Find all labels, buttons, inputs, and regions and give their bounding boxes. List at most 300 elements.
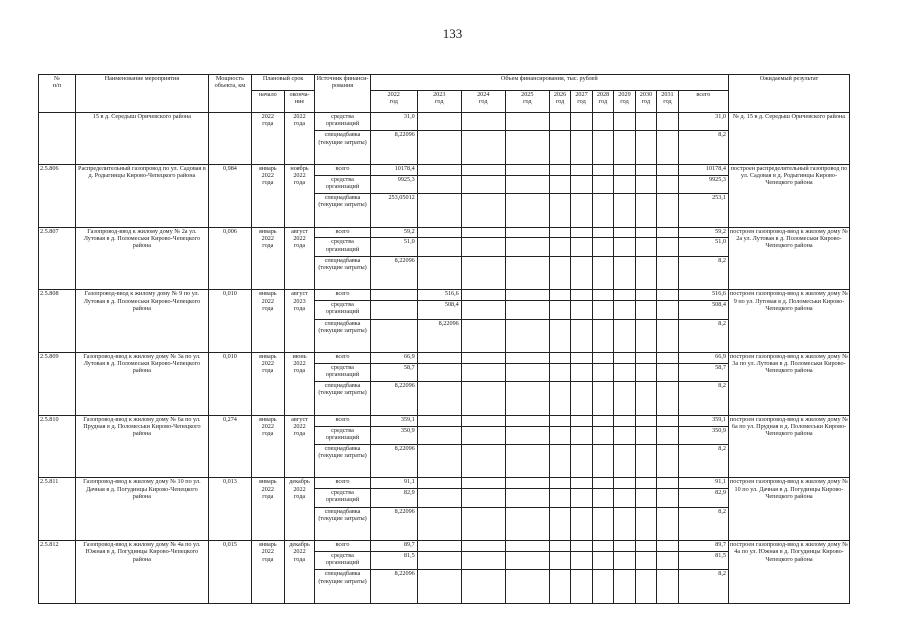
- value-2022: 58,7: [370, 363, 417, 381]
- header-total: всего: [678, 91, 728, 113]
- header-volume: Объем финансирования, тыс. рублей: [370, 75, 728, 91]
- funding-source: средства организаций: [315, 363, 370, 381]
- header-year-2030: [635, 91, 656, 113]
- row-number: 2.5.811: [39, 478, 76, 541]
- value-empty: [592, 301, 613, 319]
- value-empty: [461, 131, 505, 165]
- expected-result: построен газопровод-ввод к жилому дому № 2а ул. Лутовая в д. Поломеськи Кирово-Чепецкого района: [729, 227, 850, 290]
- value-empty: [657, 113, 678, 131]
- value-2023: [417, 570, 461, 604]
- value-2023: [417, 131, 461, 165]
- header-year-suffix: год: [389, 98, 398, 106]
- value-empty: [571, 164, 592, 175]
- header-year-suffix: год: [435, 98, 444, 106]
- value-2023: [417, 238, 461, 256]
- header-start: начало: [251, 91, 284, 113]
- header-plan-period: Плановый срок: [251, 75, 314, 91]
- value-2022: 51,0: [370, 238, 417, 256]
- funding-source: всего: [315, 478, 370, 489]
- value-2023: [417, 541, 461, 552]
- header-year-2026: [549, 91, 570, 113]
- table-row: [39, 227, 850, 238]
- expected-result: построен газопровод-ввод к жилому дому № 9 по ул. Лутовая в д. Поломеськи Кирово-Чепецкого района: [729, 290, 850, 353]
- value-empty: [614, 426, 635, 444]
- value-2023: [417, 551, 461, 569]
- value-empty: [635, 570, 656, 604]
- value-empty: [635, 489, 656, 507]
- plan-start: январь 2022 года: [251, 353, 284, 416]
- funding-source: всего: [315, 353, 370, 364]
- header-year-2027: [571, 91, 592, 113]
- funding-source: спецнадбавка (текущие затраты): [315, 194, 370, 228]
- value-empty: [461, 256, 505, 290]
- value-empty: [571, 113, 592, 131]
- value-empty: [571, 444, 592, 478]
- value-total: 10178,4: [678, 164, 728, 175]
- table-row: [39, 113, 850, 131]
- value-empty: [657, 175, 678, 193]
- value-empty: [657, 570, 678, 604]
- table-row: [39, 415, 850, 426]
- value-2022: 66,9: [370, 353, 417, 364]
- value-empty: [635, 551, 656, 569]
- value-empty: [549, 478, 570, 489]
- row-number: 2.5.809: [39, 353, 76, 416]
- value-empty: [635, 426, 656, 444]
- value-empty: [657, 227, 678, 238]
- header-year-suffix: год: [479, 98, 488, 106]
- value-2022: [370, 319, 417, 353]
- plan-end: декабрь 2022 года: [284, 478, 315, 541]
- value-empty: [592, 131, 613, 165]
- value-empty: [549, 175, 570, 193]
- value-empty: [592, 113, 613, 131]
- value-empty: [505, 551, 549, 569]
- header-year-value: 2031: [661, 91, 674, 98]
- header-year-suffix: год: [555, 98, 565, 106]
- header-name: Наименование мероприятия: [75, 75, 208, 113]
- value-2023: [417, 478, 461, 489]
- measure-name: Газопровод-ввод к жилому дому № 3а по ул. Лутовая в д. Поломеськи Кирово-Чепецкого района: [75, 353, 208, 416]
- value-empty: [549, 382, 570, 416]
- funding-source: средства организаций: [315, 489, 370, 507]
- value-empty: [461, 301, 505, 319]
- value-total: 350,9: [678, 426, 728, 444]
- value-2022: 82,9: [370, 489, 417, 507]
- value-empty: [505, 478, 549, 489]
- value-total: 31,0: [678, 113, 728, 131]
- value-empty: [571, 570, 592, 604]
- value-empty: [549, 551, 570, 569]
- value-empty: [614, 301, 635, 319]
- value-empty: [635, 415, 656, 426]
- value-empty: [614, 541, 635, 552]
- value-empty: [461, 444, 505, 478]
- row-number: 2.5.808: [39, 290, 76, 353]
- value-2022: 8,22096: [370, 444, 417, 478]
- value-total: 359,1: [678, 415, 728, 426]
- value-empty: [461, 319, 505, 353]
- value-empty: [592, 194, 613, 228]
- value-empty: [571, 238, 592, 256]
- value-empty: [592, 319, 613, 353]
- value-2023: [417, 489, 461, 507]
- funding-source: средства организаций: [315, 238, 370, 256]
- header-year-value: 2024: [477, 91, 490, 98]
- funding-source: средства организаций: [315, 175, 370, 193]
- value-empty: [505, 363, 549, 381]
- value-empty: [592, 227, 613, 238]
- value-empty: [635, 131, 656, 165]
- value-empty: [657, 426, 678, 444]
- table-row: [39, 164, 850, 175]
- value-empty: [461, 290, 505, 301]
- value-2022: 8,22096: [370, 507, 417, 541]
- value-total: 8,2: [678, 131, 728, 165]
- value-2022: 9925,3: [370, 175, 417, 193]
- value-2023: [417, 415, 461, 426]
- header-year-2031: [657, 91, 678, 113]
- value-empty: [505, 541, 549, 552]
- funding-source: всего: [315, 227, 370, 238]
- value-empty: [505, 353, 549, 364]
- value-empty: [505, 238, 549, 256]
- value-empty: [635, 363, 656, 381]
- value-empty: [657, 507, 678, 541]
- value-empty: [592, 489, 613, 507]
- value-empty: [657, 415, 678, 426]
- value-2023: [417, 256, 461, 290]
- header-year-2025: [505, 91, 549, 113]
- value-empty: [549, 164, 570, 175]
- value-total: 91,1: [678, 478, 728, 489]
- expected-result: № д. 15 в д. Середыш Оричевского района: [729, 113, 850, 165]
- value-2022: 8,22096: [370, 382, 417, 416]
- value-empty: [657, 489, 678, 507]
- value-empty: [571, 353, 592, 364]
- value-total: 81,5: [678, 551, 728, 569]
- plan-start: январь 2022 года: [251, 227, 284, 290]
- header-year-2029: [614, 91, 635, 113]
- value-empty: [461, 415, 505, 426]
- value-empty: [549, 290, 570, 301]
- value-2023: [417, 175, 461, 193]
- plan-start: январь 2022 года: [251, 415, 284, 478]
- value-empty: [635, 478, 656, 489]
- value-empty: [549, 194, 570, 228]
- object-power: 0,006: [208, 227, 251, 290]
- value-empty: [505, 227, 549, 238]
- value-empty: [592, 478, 613, 489]
- value-2023: [417, 363, 461, 381]
- value-empty: [549, 426, 570, 444]
- value-empty: [505, 131, 549, 165]
- value-empty: [549, 489, 570, 507]
- value-empty: [505, 426, 549, 444]
- value-empty: [461, 113, 505, 131]
- header-year-2022: [370, 91, 417, 113]
- value-2023: [417, 353, 461, 364]
- value-empty: [461, 227, 505, 238]
- value-empty: [635, 238, 656, 256]
- header-year-value: 2026: [553, 91, 567, 98]
- plan-end: август 2022 года: [284, 227, 315, 290]
- value-empty: [614, 238, 635, 256]
- value-empty: [592, 175, 613, 193]
- value-empty: [549, 363, 570, 381]
- value-empty: [635, 541, 656, 552]
- value-total: 59,2: [678, 227, 728, 238]
- value-empty: [635, 256, 656, 290]
- value-empty: [614, 290, 635, 301]
- expected-result: построен распределительный газопровод по ул. Садовая в д. Родыгинцы Кирово-Чепецкого района: [729, 164, 850, 227]
- value-empty: [635, 353, 656, 364]
- table-body: [39, 113, 850, 604]
- plan-start: январь 2022 года: [251, 478, 284, 541]
- value-2022: 8,22096: [370, 570, 417, 604]
- plan-start: январь 2022 года: [251, 164, 284, 227]
- header-year-value: 2025: [521, 91, 534, 98]
- value-empty: [614, 113, 635, 131]
- header-year-value: 2029: [618, 91, 631, 98]
- value-empty: [505, 489, 549, 507]
- value-empty: [549, 507, 570, 541]
- header-year-suffix: год: [641, 98, 651, 106]
- value-2022: 91,1: [370, 478, 417, 489]
- value-2023: [417, 113, 461, 131]
- value-2023: [417, 444, 461, 478]
- header-year-suffix: год: [523, 98, 532, 106]
- value-total: 508,4: [678, 301, 728, 319]
- value-empty: [461, 426, 505, 444]
- value-empty: [657, 541, 678, 552]
- value-empty: [549, 113, 570, 131]
- value-total: 8,2: [678, 444, 728, 478]
- value-2023: [417, 164, 461, 175]
- value-empty: [592, 541, 613, 552]
- value-2023: [417, 227, 461, 238]
- object-power: 0,010: [208, 353, 251, 416]
- value-empty: [549, 238, 570, 256]
- plan-end: декабрь 2022 года: [284, 541, 315, 604]
- header-year-value: 2027: [575, 91, 588, 98]
- value-empty: [571, 131, 592, 165]
- value-empty: [571, 489, 592, 507]
- value-empty: [549, 570, 570, 604]
- plan-end: июнь 2022 года: [284, 353, 315, 416]
- value-empty: [505, 444, 549, 478]
- value-empty: [571, 541, 592, 552]
- value-empty: [635, 507, 656, 541]
- measure-name: Газопровод-ввод к жилому дому № 6а по ул. Прудная в д. Поломеськи Кирово-Чепецкого района: [75, 415, 208, 478]
- value-empty: [505, 415, 549, 426]
- value-empty: [571, 426, 592, 444]
- value-2023: [417, 426, 461, 444]
- value-empty: [614, 415, 635, 426]
- value-empty: [571, 551, 592, 569]
- funding-source: всего: [315, 290, 370, 301]
- value-empty: [571, 507, 592, 541]
- value-empty: [461, 541, 505, 552]
- value-empty: [461, 194, 505, 228]
- value-2022: [370, 290, 417, 301]
- value-total: 58,7: [678, 363, 728, 381]
- page-number: 133: [442, 26, 463, 41]
- value-empty: [657, 238, 678, 256]
- value-2022: 8,22096: [370, 131, 417, 165]
- value-2023: [417, 194, 461, 228]
- value-empty: [592, 353, 613, 364]
- value-empty: [549, 415, 570, 426]
- value-2022: 350,9: [370, 426, 417, 444]
- value-empty: [614, 319, 635, 353]
- value-empty: [505, 194, 549, 228]
- value-empty: [657, 444, 678, 478]
- object-power: 0,010: [208, 290, 251, 353]
- value-empty: [614, 489, 635, 507]
- value-empty: [614, 382, 635, 416]
- value-total: 51,0: [678, 238, 728, 256]
- header-year-suffix: год: [620, 98, 629, 106]
- value-total: 89,7: [678, 541, 728, 552]
- header-year-value: 2028: [596, 91, 610, 98]
- table-row: [39, 290, 850, 301]
- value-total: 66,9: [678, 353, 728, 364]
- plan-start: январь 2022 года: [251, 541, 284, 604]
- value-empty: [461, 175, 505, 193]
- funding-source: спецнадбавка (текущие затраты): [315, 131, 370, 165]
- value-empty: [571, 319, 592, 353]
- value-empty: [635, 164, 656, 175]
- header-year-2023: [417, 91, 461, 113]
- header-source-text: Источник финанси- рования: [316, 75, 369, 90]
- value-empty: [461, 478, 505, 489]
- value-2023: 508,4: [417, 301, 461, 319]
- value-2022: 253,05012: [370, 194, 417, 228]
- value-2023: 516,6: [417, 290, 461, 301]
- measure-name: Газопровод-ввод к жилому дому № 9 по ул. Лутовая в д. Поломеськи Кирово-Чепецкого района: [75, 290, 208, 353]
- value-empty: [549, 353, 570, 364]
- value-empty: [657, 131, 678, 165]
- funding-source: средства организаций: [315, 426, 370, 444]
- value-2022: [370, 301, 417, 319]
- value-total: 8,2: [678, 570, 728, 604]
- header-year-2028: [592, 91, 613, 113]
- value-empty: [549, 131, 570, 165]
- funding-source: спецнадбавка (текущие затраты): [315, 507, 370, 541]
- value-empty: [461, 489, 505, 507]
- value-empty: [635, 227, 656, 238]
- funding-source: спецнадбавка (текущие затраты): [315, 570, 370, 604]
- funding-source: всего: [315, 164, 370, 175]
- object-power: 0,274: [208, 415, 251, 478]
- value-empty: [461, 382, 505, 416]
- value-empty: [549, 256, 570, 290]
- plan-end: 2022 года: [284, 113, 315, 165]
- header-end: [284, 91, 315, 113]
- header-end-text: оконча- ние: [289, 91, 310, 106]
- value-empty: [635, 319, 656, 353]
- value-empty: [571, 256, 592, 290]
- value-2022: 59,2: [370, 227, 417, 238]
- object-power: 0,015: [208, 541, 251, 604]
- value-empty: [614, 363, 635, 381]
- funding-source: средства организаций: [315, 301, 370, 319]
- value-empty: [461, 238, 505, 256]
- row-number: [39, 113, 76, 165]
- header-power: Мощность объекта, км: [208, 75, 251, 113]
- expected-result: построен газопровод-ввод к жилому дому № 4а по ул. Южная в д. Погудинцы Кирово-Чепецкого района: [729, 541, 850, 604]
- value-empty: [461, 551, 505, 569]
- value-total: 516,6: [678, 290, 728, 301]
- value-empty: [505, 301, 549, 319]
- value-empty: [614, 551, 635, 569]
- value-empty: [657, 256, 678, 290]
- value-empty: [592, 444, 613, 478]
- value-empty: [571, 415, 592, 426]
- plan-end: ноябрь 2022 года: [284, 164, 315, 227]
- value-total: 8,2: [678, 382, 728, 416]
- value-2022: 31,0: [370, 113, 417, 131]
- value-empty: [635, 175, 656, 193]
- row-number: 2.5.806: [39, 164, 76, 227]
- value-empty: [592, 238, 613, 256]
- value-empty: [592, 426, 613, 444]
- expected-result: построен газопровод-ввод к жилому дому № 3а по ул. Лутовая в д. Поломеськи Кирово-Чепецкого района: [729, 353, 850, 416]
- value-empty: [614, 131, 635, 165]
- value-empty: [505, 175, 549, 193]
- measure-name: 15 в д. Середыш Оричевского района: [75, 113, 208, 165]
- value-2022: 8,22096: [370, 256, 417, 290]
- value-empty: [571, 363, 592, 381]
- funding-source: средства организаций: [315, 551, 370, 569]
- funding-source: спецнадбавка (текущие затраты): [315, 256, 370, 290]
- funding-source: спецнадбавка (текущие затраты): [315, 444, 370, 478]
- value-empty: [614, 353, 635, 364]
- object-power: 0,984: [208, 164, 251, 227]
- value-empty: [505, 164, 549, 175]
- value-empty: [635, 301, 656, 319]
- funding-source: всего: [315, 415, 370, 426]
- value-empty: [549, 227, 570, 238]
- value-empty: [461, 363, 505, 381]
- value-empty: [592, 363, 613, 381]
- value-empty: [592, 570, 613, 604]
- value-2023: [417, 382, 461, 416]
- value-2022: 81,5: [370, 551, 417, 569]
- measure-name: Газопровод-ввод к жилому дому № 2а ул. Лутовая в д. Поломеськи Кирово-Чепецкого района: [75, 227, 208, 290]
- header-num: [39, 75, 76, 113]
- value-empty: [614, 175, 635, 193]
- value-empty: [657, 551, 678, 569]
- header-year-value: 2022: [387, 91, 400, 98]
- header-year-value: 2023: [433, 91, 446, 98]
- value-empty: [657, 363, 678, 381]
- value-empty: [592, 164, 613, 175]
- value-empty: [614, 507, 635, 541]
- header-year-suffix: год: [598, 98, 608, 106]
- value-2022: 89,7: [370, 541, 417, 552]
- value-empty: [614, 478, 635, 489]
- value-empty: [571, 382, 592, 416]
- value-empty: [592, 551, 613, 569]
- funding-source: спецнадбавка (текущие затраты): [315, 382, 370, 416]
- plan-end: август 2022 года: [284, 415, 315, 478]
- value-2023: [417, 507, 461, 541]
- value-empty: [505, 382, 549, 416]
- table-row: [39, 541, 850, 552]
- value-empty: [571, 478, 592, 489]
